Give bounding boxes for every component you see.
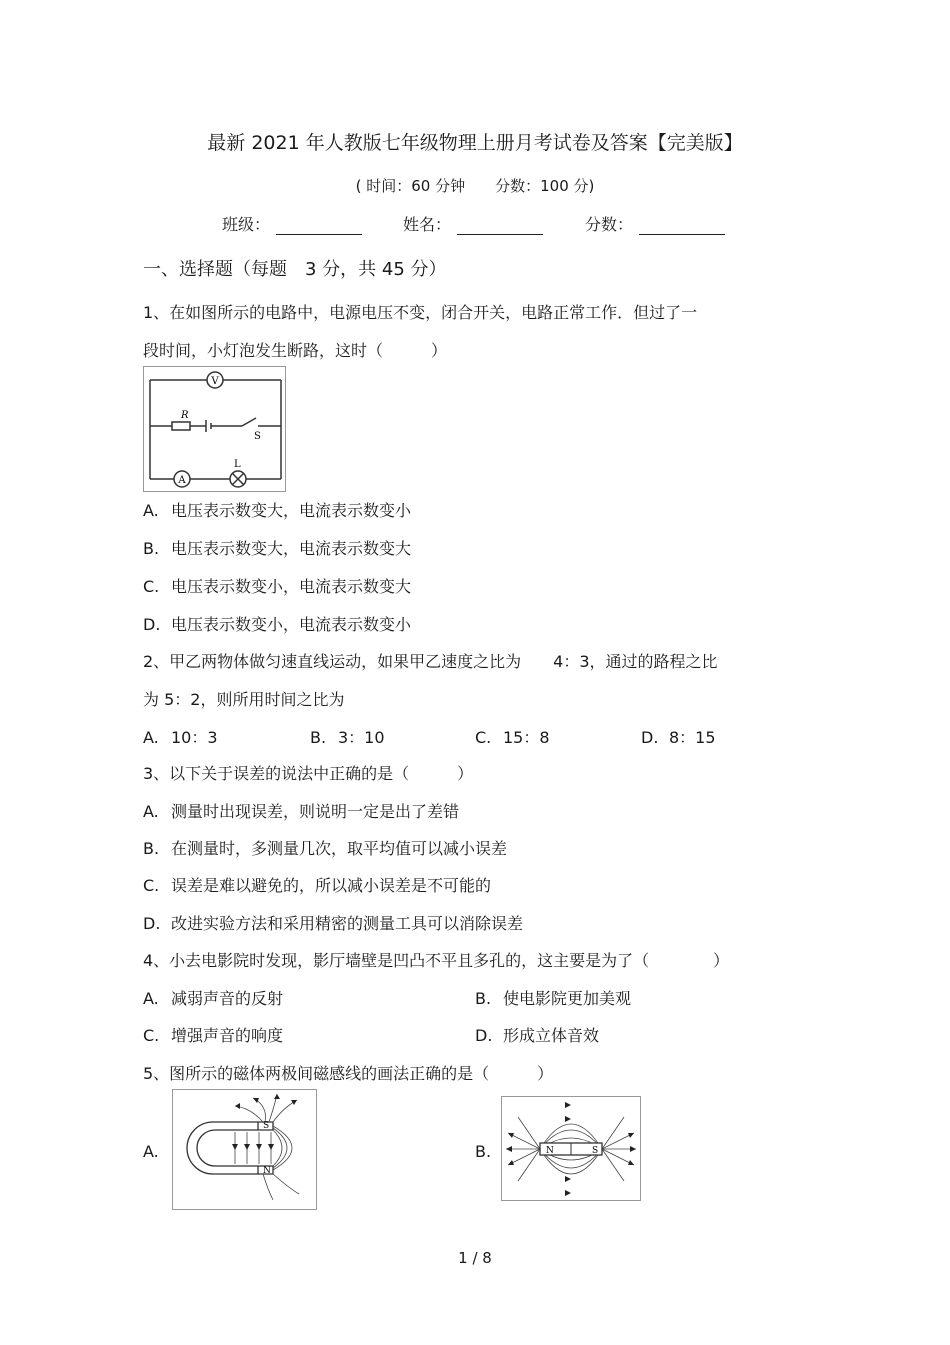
south-pole-label: S <box>263 1121 270 1131</box>
south-pole-label: S <box>592 1146 599 1156</box>
name-blank <box>457 216 543 235</box>
bar-magnet-figure <box>501 1096 641 1201</box>
horseshoe-magnet-figure <box>172 1089 317 1210</box>
option-text: 10：3 <box>171 728 218 747</box>
option-letter: D. <box>641 728 659 747</box>
option-text: 8：15 <box>669 728 716 747</box>
option-text: 增强声音的响度 <box>171 1026 284 1045</box>
option-letter: A. <box>143 501 159 520</box>
option-text: 使电影院更加美观 <box>503 989 632 1008</box>
score-blank <box>639 216 725 235</box>
q1-option-b <box>143 536 411 559</box>
q4-option-d <box>475 1023 599 1046</box>
question-3: 3、以下关于误差的说法中正确的是（ ） <box>143 764 474 783</box>
class-label: 班级： <box>222 215 271 234</box>
class-field <box>222 212 362 235</box>
question-1-line2: 段时间，小灯泡发生断路，这时（ ） <box>143 341 448 360</box>
option-text: 减弱声音的反射 <box>171 989 284 1008</box>
option-letter: A. <box>143 728 159 747</box>
q4-option-a <box>143 986 283 1009</box>
q2-option-c <box>475 725 550 748</box>
q3-option-b <box>143 836 507 859</box>
q4-option-b <box>475 986 631 1009</box>
q1-option-d <box>143 612 411 635</box>
option-letter: B. <box>143 539 160 558</box>
north-pole-label: N <box>263 1166 271 1176</box>
circuit-svg <box>144 367 285 491</box>
q3-option-c <box>143 873 491 896</box>
question-2-line1: 2、甲乙两物体做匀速直线运动，如果甲乙速度之比为 4：3，通过的路程之比 <box>143 652 718 671</box>
option-letter: D. <box>143 615 161 634</box>
north-pole-label: N <box>546 1146 554 1156</box>
q1-option-c <box>143 574 411 597</box>
ammeter-label: A <box>178 475 186 486</box>
q3-option-d <box>143 911 523 934</box>
q5-option-a-letter: A. <box>143 1142 159 1161</box>
option-text: 形成立体音效 <box>503 1026 600 1045</box>
name-field <box>403 212 543 235</box>
option-text: 3：10 <box>338 728 385 747</box>
option-text: 电压表示数变小，电流表示数变大 <box>171 577 412 596</box>
question-1-line1: 1、在如图所示的电路中，电源电压不变，闭合开关，电路正常工作．但过了一 <box>143 303 698 322</box>
option-letter: C. <box>475 728 492 747</box>
page-title: 最新 2021 年人教版七年级物理上册月考试卷及答案【完美版】 <box>207 132 743 154</box>
section-heading: 一、选择题（每题 3 分，共 45 分） <box>143 259 447 280</box>
q5-option-b-letter: B. <box>475 1142 492 1161</box>
lamp-label: L <box>234 459 241 470</box>
option-text: 电压表示数变大，电流表示数变小 <box>171 501 412 520</box>
question-2-line2: 为 5：2，则所用时间之比为 <box>143 690 345 709</box>
option-letter: B. <box>475 989 492 1008</box>
option-letter: D. <box>475 1026 493 1045</box>
resistor-label: R <box>181 410 189 421</box>
option-text: 电压表示数变大，电流表示数变大 <box>171 539 412 558</box>
option-text: 15：8 <box>503 728 550 747</box>
bar-magnet-svg <box>502 1097 640 1200</box>
option-letter: C. <box>143 876 160 895</box>
option-letter: B. <box>143 839 160 858</box>
circuit-diagram <box>143 366 286 492</box>
horseshoe-magnet-svg <box>173 1090 316 1209</box>
option-letter: A. <box>143 802 159 821</box>
voltmeter-label: V <box>211 376 219 387</box>
option-letter: B. <box>310 728 327 747</box>
option-letter: D. <box>143 914 161 933</box>
option-text: 改进实验方法和采用精密的测量工具可以消除误差 <box>171 914 524 933</box>
option-text: 测量时出现误差，则说明一定是出了差错 <box>171 802 460 821</box>
name-label: 姓名： <box>403 215 452 234</box>
option-letter: C. <box>143 1026 160 1045</box>
score-field <box>585 212 725 235</box>
option-text: 电压表示数变小，电流表示数变小 <box>171 615 412 634</box>
option-letter: A. <box>143 989 159 1008</box>
class-blank <box>276 216 362 235</box>
q2-option-a <box>143 725 218 748</box>
q4-option-c <box>143 1023 283 1046</box>
q2-option-d <box>641 725 716 748</box>
exam-meta: ( 时间：60 分钟 分数：100 分) <box>355 177 595 195</box>
score-label: 分数： <box>585 215 634 234</box>
q2-option-b <box>310 725 385 748</box>
option-letter: C. <box>143 577 160 596</box>
question-4: 4、小去电影院时发现，影厅墙壁是凹凸不平且多孔的，这主要是为了（ ） <box>143 951 730 970</box>
page-number: 1 / 8 <box>458 1249 492 1267</box>
option-text: 误差是难以避免的，所以减小误差是不可能的 <box>171 876 492 895</box>
q3-option-a <box>143 799 459 822</box>
q1-option-a <box>143 498 411 521</box>
question-5: 5、图所示的磁体两极间磁感线的画法正确的是（ ） <box>143 1064 554 1083</box>
switch-label: S <box>254 431 261 442</box>
option-text: 在测量时，多测量几次，取平均值可以减小误差 <box>171 839 508 858</box>
